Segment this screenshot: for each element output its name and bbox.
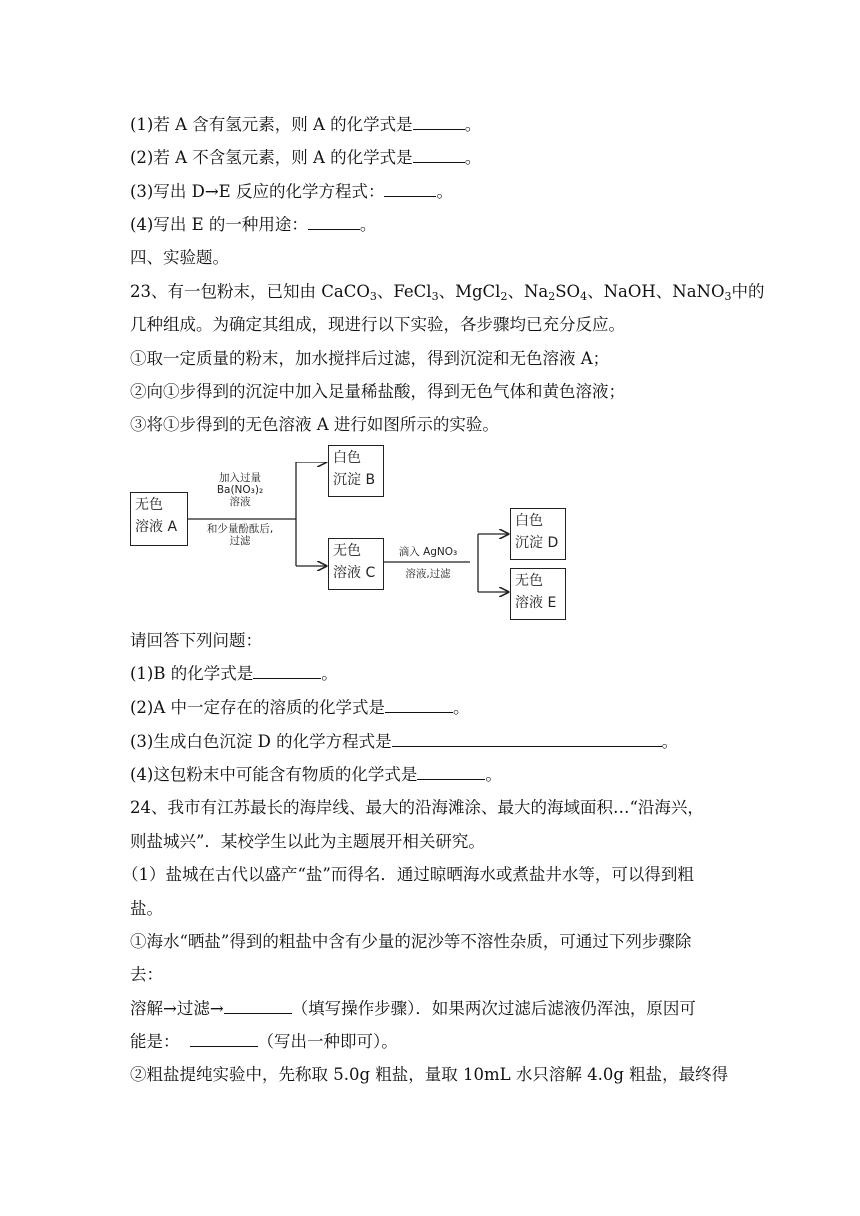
answer-blank: [417, 764, 485, 780]
experiment-step-3: ③将①步得到的无色溶液 A 进行如图所示的实验。: [130, 415, 499, 434]
question-24-item-1-line-3: 溶解→过滤→ （填写操作步骤）．如果两次过滤后滤液仍浑浊，原因可: [130, 999, 696, 1018]
box-precipitate-b: 白色 沉淀 B: [328, 445, 384, 497]
answer-blank: [384, 181, 436, 197]
experiment-flow-diagram: [130, 450, 570, 622]
condition-1-reagent: 加入过量 Ba(NO₃)₂ 溶液: [216, 472, 264, 508]
condition-1-procedure: 和少量酚酞后, 过滤: [206, 523, 274, 547]
box-precipitate-d: 白色 沉淀 D: [510, 508, 566, 560]
question-23-stem-line-2: 几种组成。为确定其组成，现进行以下实验，各步骤均已充分反应。: [130, 315, 625, 334]
question-24-part-1-line-1: （1）盐城在古代以盛产“盐”而得名．通过晾晒海水或煮盐井水等，可以得到粗: [122, 865, 694, 884]
question-22-part-4: (4)写出 E 的一种用途： 。: [130, 215, 377, 234]
box-solution-e: 无色 溶液 E: [510, 568, 566, 620]
question-24-stem-line-1: 24、我市有江苏最长的海岸线、最大的沿海滩涂、最大的海域面积…“沿海兴，: [130, 798, 704, 817]
question-23-part-1: (1)B 的化学式是 。: [130, 664, 338, 683]
box-solution-c: 无色 溶液 C: [328, 538, 384, 590]
question-22-part-3: (3)写出 D→E 反应的化学方程式： 。: [130, 182, 453, 201]
condition-2-procedure: 溶液,过滤: [405, 568, 451, 580]
answer-blank: [190, 1031, 258, 1047]
experiment-step-1: ①取一定质量的粉末，加水搅拌后过滤，得到沉淀和无色溶液 A；: [130, 349, 610, 368]
question-24-item-2-line-1: ②粗盐提纯实验中，先称取 5.0g 粗盐，量取 10mL 水只溶解 4.0g 粗盐，最终得: [130, 1065, 729, 1084]
question-24-item-1-line-2: 去：: [130, 965, 163, 984]
question-24-item-1-line-4: 能是： （写出一种即可）。: [130, 1032, 398, 1051]
question-23-part-3: (3)生成白色沉淀 D 的化学方程式是 。: [130, 732, 679, 751]
condition-2-reagent: 滴入 AgNO₃: [398, 546, 458, 558]
question-24-stem-line-2: 则盐城兴”．某校学生以此为主题展开相关研究。: [130, 832, 485, 851]
answer-blank: [413, 114, 465, 130]
question-23-part-4: (4)这包粉末中可能含有物质的化学式是 。: [130, 765, 502, 784]
question-24-item-1-line-1: ①海水“晒盐”得到的粗盐中含有少量的泥沙等不溶性杂质，可通过下列步骤除: [130, 932, 692, 951]
box-solution-a: 无色 溶液 A: [130, 492, 188, 546]
question-22-part-2: (2)若 A 不含氢元素，则 A 的化学式是 。: [130, 148, 482, 167]
experiment-step-2: ②向①步得到的沉淀中加入足量稀盐酸，得到无色气体和黄色溶液；: [130, 382, 625, 401]
question-23-stem-line-1: 23、有一包粉末，已知由 CaCO$_3$、FeCl$_3$、MgCl$_2$、$Na_2SO_4$、NaOH、NaNO$_3$中的: [130, 282, 765, 303]
answer-blank: [308, 214, 360, 230]
section-heading: 四、实验题。: [130, 248, 229, 267]
answer-blank: [413, 147, 465, 163]
question-22-part-1: (1)若 A 含有氢元素，则 A 的化学式是 。: [130, 115, 482, 134]
answer-blank: [253, 663, 321, 679]
answer-blank: [385, 697, 453, 713]
answer-blank: [224, 998, 292, 1014]
answer-prompt: 请回答下列问题：: [130, 631, 262, 650]
question-23-part-2: (2)A 中一定存在的溶质的化学式是 。: [130, 698, 470, 717]
question-24-part-1-line-2: 盐。: [130, 899, 163, 918]
answer-blank: [392, 731, 662, 747]
